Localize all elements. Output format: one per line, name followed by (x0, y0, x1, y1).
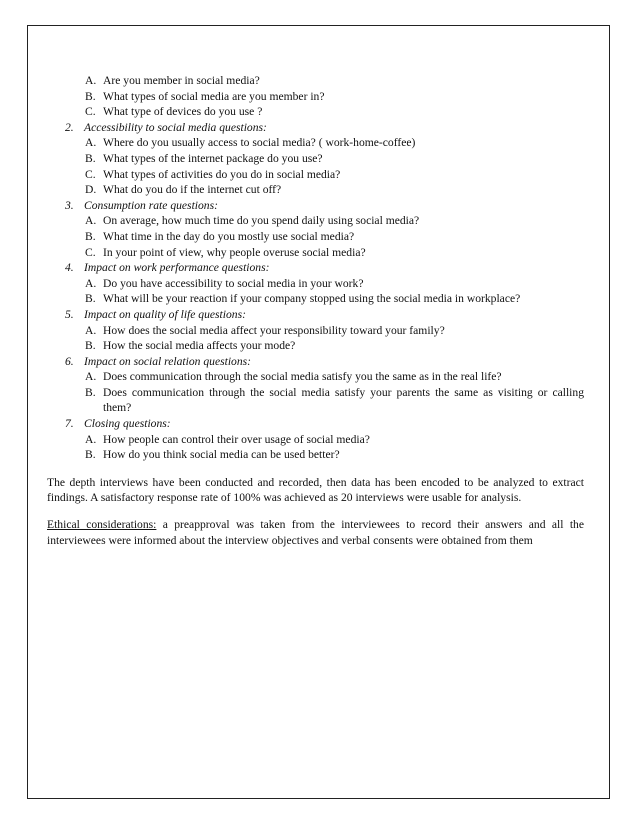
item-text: What will be your reaction if your company stopped using the social media in workplace? (103, 292, 521, 306)
item-letter: B. (85, 385, 96, 399)
section-heading (47, 260, 584, 276)
item-letter: B. (85, 229, 96, 243)
section-title: Impact on work performance questions: (84, 261, 270, 275)
item-text: How do you think social media can be used better? (103, 448, 340, 462)
section-heading (47, 307, 584, 323)
item-letter: C. (85, 167, 96, 181)
ethics-text: a preapproval was taken from the interviewees to record their answers and all the interviewees were informed about the interview objectives and verbal consents were obtained from them (47, 518, 584, 547)
item-text: Does communication through the social media satisfy your parents the same as visiting or calling them? (103, 385, 584, 415)
question-item (47, 151, 584, 167)
ethics-label: Ethical considerations: (47, 518, 157, 532)
item-letter: B. (85, 292, 96, 306)
item-text: How people can control their over usage of social media? (103, 432, 370, 446)
question-item (47, 245, 584, 261)
item-text: Do you have accessibility to social media in your work? (103, 276, 364, 290)
question-section (47, 260, 584, 307)
item-text: What do you do if the internet cut off? (103, 183, 282, 197)
question-item (47, 369, 584, 385)
item-letter: A. (85, 136, 97, 150)
item-letter: B. (85, 151, 96, 165)
question-section (47, 354, 584, 416)
section-heading (47, 416, 584, 432)
question-item (47, 73, 584, 89)
question-item (47, 229, 584, 245)
item-text: Does communication through the social media satisfy you the same as in the real life? (103, 370, 502, 384)
section-title: Consumption rate questions: (84, 198, 218, 212)
item-text: Are you member in social media? (103, 74, 260, 87)
item-letter: C. (85, 105, 96, 119)
question-section (47, 120, 584, 198)
item-text: On average, how much time do you spend daily using social media? (103, 214, 420, 228)
question-item (47, 447, 584, 463)
item-letter: A. (85, 276, 97, 290)
section-number: 5. (65, 307, 74, 321)
question-item (47, 291, 584, 307)
item-text: How the social media affects your mode? (103, 339, 296, 353)
section-number: 2. (65, 120, 74, 134)
question-item (47, 182, 584, 198)
section-title: Closing questions: (84, 417, 171, 431)
item-letter: A. (85, 432, 97, 446)
item-text: In your point of view, why people overuse social media? (103, 245, 366, 259)
section-number: 4. (65, 261, 74, 275)
section-number: 7. (65, 417, 74, 431)
question-item (47, 432, 584, 448)
section-number: 3. (65, 198, 74, 212)
question-item (47, 104, 584, 120)
item-letter: A. (85, 214, 97, 228)
section-title: Impact on social relation questions: (84, 354, 252, 368)
item-text: What time in the day do you mostly use social media? (103, 229, 355, 243)
question-section (47, 73, 584, 120)
item-text: What types of activities do you do in social media? (103, 167, 341, 181)
question-item (47, 323, 584, 339)
question-item (47, 213, 584, 229)
question-item (47, 89, 584, 105)
question-section (47, 416, 584, 463)
item-letter: B. (85, 339, 96, 353)
question-item (47, 276, 584, 292)
document-body (47, 73, 584, 548)
item-letter: C. (85, 245, 96, 259)
item-text: What type of devices do you use ? (103, 105, 263, 119)
item-letter: A. (85, 370, 97, 384)
item-text: Where do you usually access to social media? ( work-home-coffee) (103, 136, 416, 150)
question-item (47, 385, 584, 416)
item-text: What types of the internet package do you use? (103, 151, 323, 165)
question-item (47, 135, 584, 151)
item-letter: D. (85, 183, 97, 197)
question-section (47, 307, 584, 354)
question-item (47, 338, 584, 354)
section-number: 6. (65, 354, 74, 368)
section-heading (47, 198, 584, 214)
item-letter: B. (85, 89, 96, 103)
item-text: How does the social media affect your responsibility toward your family? (103, 323, 445, 337)
section-heading (47, 354, 584, 370)
ethics-paragraph (47, 517, 584, 548)
section-heading (47, 120, 584, 136)
item-letter: B. (85, 448, 96, 462)
item-text: What types of social media are you member in? (103, 89, 325, 103)
section-title: Impact on quality of life questions: (84, 307, 246, 321)
question-item (47, 167, 584, 183)
question-section (47, 198, 584, 260)
findings-paragraph: The depth interviews have been conducted and recorded, then data has been encoded to be analyzed to extract findings. A satisfactory response rate of 100% was achieved as 20 interviews were usable for analysis. (47, 475, 584, 505)
item-letter: A. (85, 323, 97, 337)
question-list (47, 73, 584, 463)
item-letter: A. (85, 74, 97, 87)
section-title: Accessibility to social media questions: (84, 120, 267, 134)
